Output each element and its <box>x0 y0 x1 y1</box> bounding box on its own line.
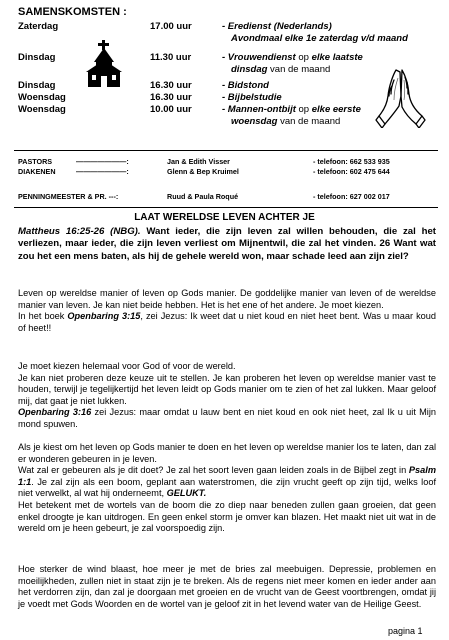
schedule-time: 11.30 uur <box>150 52 192 63</box>
schedule-desc-segment: - Bijbelstudie <box>222 92 282 103</box>
scripture-reference: Mattheus 16:25-26 (NBG). <box>18 226 141 237</box>
contact-role: PENNINGMEESTER & PR. ---: <box>18 192 119 201</box>
schedule-desc-segment: elke eerste <box>311 104 361 115</box>
scripture-reference: Openbaring 3:16 <box>18 407 92 418</box>
schedule-desc-segment: - Mannen-ontbijt <box>222 104 296 115</box>
contact-names: Jan & Edith Visser <box>167 157 230 166</box>
schedule-heading: SAMENSKOMSTEN : <box>18 6 127 18</box>
schedule-desc-line1 <box>222 104 361 115</box>
paragraph: Leven op wereldse manier of leven op Gods manier. De goddelijke manier van leven of de wereldse manier van leven. Je kan niet beide hebben. Het is het ene of het andere. Je moet kiezen. <box>18 288 436 310</box>
divider <box>14 150 438 151</box>
paragraph: Hoe sterker de wind blaast, hoe meer je met de bries zal meebuigen. Depressie, problemen en moeilijkheden, zullen niet in staat zijn je te breken. Als de regens niet meer komen en ieder ander aan het verdorren zijn, dan zal je doorgaan met groeien en de vrucht van de Geest voortbrengen, omdat jij je voedt met Gods Woorden en de wortel van je geloof zit in het levend water van de Heilige Geest. <box>18 564 436 609</box>
schedule-desc-segment: Avondmaal elke 1e zaterdag v/d maand <box>231 33 408 44</box>
schedule-time: 16.30 uur <box>150 80 192 91</box>
schedule-desc-segment: elke laatste <box>311 52 363 63</box>
paragraph-text: Wat zal er gebeuren als je dit doet? Je zal het soort leven gaan leiden zoals in de Bijbel zegt in <box>18 465 409 476</box>
article-body-3 <box>18 442 436 535</box>
verse-text: Want ieder, die zijn leven zal willen behouden, die zal het verliezen, maar ieder, die zijn leven verliest om Mijnentwil, die zal het vinden. 26 Want wat zou het een mens baten, als hij de gehele wereld won, maar schade leed aan zijn ziel? <box>18 226 436 262</box>
schedule-desc-segment: op <box>295 104 312 115</box>
schedule-desc-line1 <box>222 52 363 63</box>
schedule-time: 16.30 uur <box>150 92 192 103</box>
schedule-desc-segment: van de maand <box>267 64 331 75</box>
intro-verse <box>18 226 436 263</box>
contact-names: Glenn & Bep Kruimel <box>167 167 239 176</box>
church-icon <box>82 40 126 88</box>
paragraph-text: . Je zal zijn als een boom, geplant aan waterstromen, die zijn vrucht geeft op zijn tijd, welks loof niet verwelkt, al wat hij onderneemt, <box>18 476 436 499</box>
schedule-desc-line2 <box>231 33 408 44</box>
paragraph-text: In het boek <box>18 311 68 322</box>
paragraph <box>18 407 436 430</box>
paragraph: Het betekent met de wortels van de boom die zo diep naar beneden zullen gaan groeien, dat geen enkel droogte je kan uitdrogen. En geen enkel storm je omver kan blazen. Het maakt niet uit wat in de wereld om je heen gebeurt, je zal voorspoedig zijn. <box>18 499 436 534</box>
article-title: LAAT WERELDSE LEVEN ACHTER JE <box>134 212 315 223</box>
page-number: pagina 1 <box>388 626 423 636</box>
schedule-desc-line1 <box>222 92 282 103</box>
divider <box>14 207 438 208</box>
paragraph: Je moet kiezen helemaal voor God of voor de wereld. <box>18 361 236 371</box>
schedule-desc-segment: - Bidstond <box>222 80 269 91</box>
schedule-day: Dinsdag <box>18 52 56 63</box>
paragraph-text: zei Jezus: maar omdat u lauw bent en niet koud en ook niet heet, zal Ik u uit Mijn mond spuwen. <box>18 407 437 429</box>
contact-names: Ruud & Paula Roqué <box>167 192 239 201</box>
paragraph-text: , zei Jezus: Ik weet dat u niet koud en niet heet bent. Was u maar koud of heet!! <box>18 311 436 333</box>
schedule-desc-line1 <box>222 80 269 91</box>
schedule-desc-line2 <box>231 116 340 127</box>
schedule-day: Dinsdag <box>18 80 56 91</box>
schedule-desc-line2 <box>231 64 330 75</box>
schedule-day: Woensdag <box>18 104 66 115</box>
scripture-reference: Openbaring 3:15 <box>67 311 141 322</box>
schedule-desc-segment: - Eredienst (Nederlands) <box>222 21 332 32</box>
paragraph: Als je kiest om het leven op Gods manier te doen en het leven op wereldse manier los te laten, dan zal er wonderen gebeuren in je leven. <box>18 442 436 464</box>
praying-hands-icon <box>372 66 430 128</box>
contact-phone: - telefoon: 627 002 017 <box>313 192 390 201</box>
emphasis-text: GELUKT. <box>166 488 207 499</box>
schedule-desc-segment: van de maand <box>277 116 341 127</box>
schedule-desc-line1 <box>222 21 332 32</box>
contact-phone: - telefoon: 602 475 644 <box>313 167 390 176</box>
schedule-time: 17.00 uur <box>150 21 192 32</box>
schedule-desc-segment: dinsdag <box>231 64 268 75</box>
contact-role: PASTORS <box>18 157 53 166</box>
paragraph <box>18 311 436 334</box>
article-body-2 <box>18 361 436 431</box>
paragraph: Je kan niet proberen deze keuze uit te stellen. Je kan proberen het leven op wereldse manier vast te houden, terwijl je tegelijkertijd het leven leidt op Gods manier om te zien of het zal lukken. Maar geloof mij, dat gaat je niet lukken. <box>18 372 436 406</box>
schedule-desc-segment: woensdag <box>231 116 278 127</box>
contact-phone: - telefoon: 662 533 935 <box>313 157 390 166</box>
schedule-desc-segment: op <box>295 52 312 63</box>
schedule-day: Zaterdag <box>18 21 59 32</box>
article-body-1 <box>18 288 436 334</box>
schedule-desc-segment: - Vrouwendienst <box>222 52 296 63</box>
paragraph <box>18 465 436 500</box>
schedule-day: Woensdag <box>18 92 66 103</box>
contact-dashes: ———————: <box>76 167 129 176</box>
article-body-4 <box>18 564 436 610</box>
contact-dashes: ———————: <box>76 157 129 166</box>
schedule-time: 10.00 uur <box>150 104 192 115</box>
contact-role: DIAKENEN <box>18 167 56 176</box>
scripture-reference: Psalm 1:1 <box>18 465 436 487</box>
